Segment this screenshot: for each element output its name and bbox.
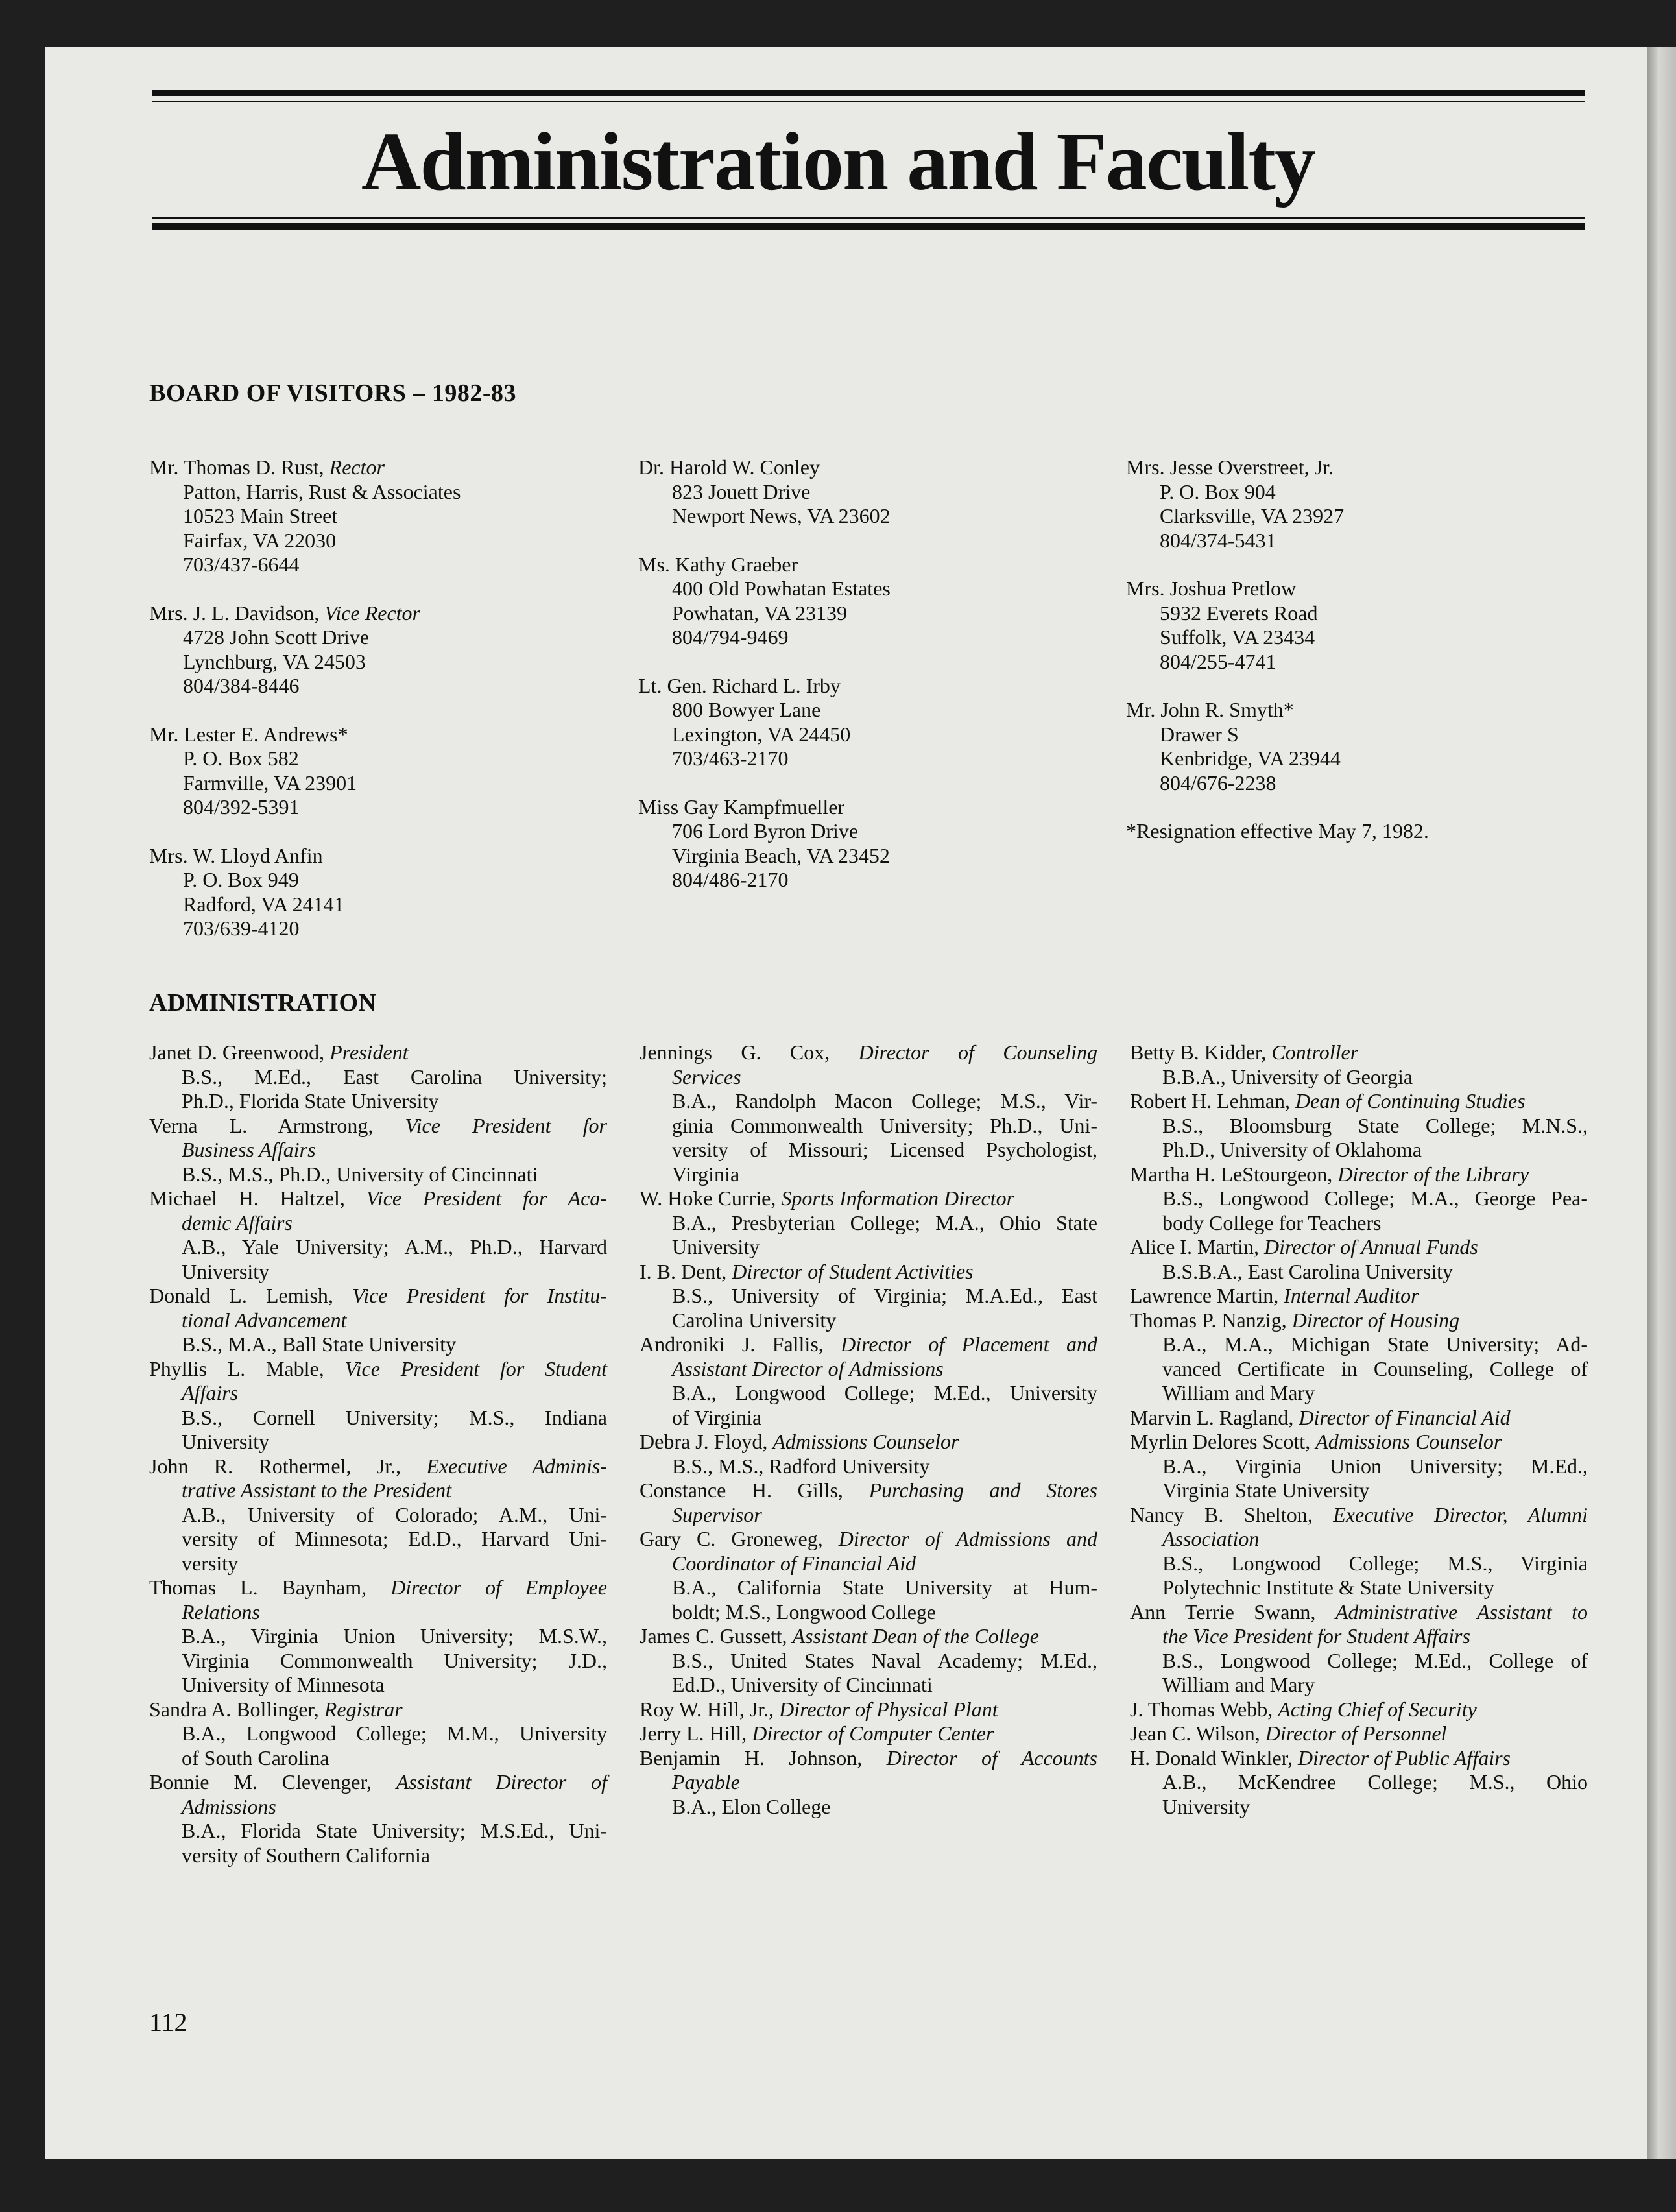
staff-degrees: vanced Certificate in Counseling, College of	[1162, 1356, 1588, 1380]
staff-entry	[149, 1186, 607, 1284]
staff-name-line	[640, 1260, 1097, 1284]
staff-title-continued: Relations	[182, 1600, 260, 1624]
staff-name-line	[1130, 1284, 1588, 1308]
staff-degrees: A.B., University of Colorado; A.M., Uni-	[182, 1502, 607, 1526]
staff-name: Betty B. Kidder,	[1130, 1040, 1272, 1064]
staff-degrees: Ph.D., Florida State University	[182, 1089, 439, 1112]
staff-name: Martha H. LeStourgeon,	[1130, 1162, 1338, 1186]
staff-title: President	[329, 1040, 409, 1064]
staff-degrees: versity of Minnesota; Ed.D., Harvard Uni-	[182, 1527, 607, 1550]
staff-name: Jennings G. Cox,	[640, 1040, 859, 1064]
staff-title: Director of Annual Funds	[1264, 1235, 1478, 1258]
member-name: Dr. Harold W. Conley	[638, 455, 820, 479]
staff-title: Assistant Director of	[396, 1770, 608, 1794]
resignation-note: *Resignation effective May 7, 1982.	[1126, 819, 1429, 843]
staff-degrees: boldt; M.S., Longwood College	[672, 1600, 937, 1624]
staff-entry	[149, 1698, 607, 1771]
address-line: Patton, Harris, Rust & Associates	[183, 479, 461, 503]
staff-entry	[640, 1527, 1097, 1624]
staff-name-line	[640, 1186, 1097, 1211]
staff-entry	[1130, 1089, 1588, 1162]
address-line: 706 Lord Byron Drive	[672, 819, 859, 843]
staff-name: Androniki J. Fallis,	[640, 1332, 841, 1356]
board-heading: BOARD OF VISITORS – 1982-83	[149, 379, 517, 407]
staff-title-continued: Payable	[672, 1770, 740, 1794]
staff-degrees: B.A., Elon College	[672, 1794, 831, 1818]
staff-entry	[640, 1722, 1097, 1746]
staff-entry	[149, 1114, 607, 1187]
staff-title: Director of Computer Center	[752, 1722, 994, 1745]
address-line: 804/486-2170	[672, 868, 789, 891]
staff-degrees: body College for Teachers	[1162, 1210, 1382, 1234]
staff-title: Executive Adminis-	[426, 1454, 608, 1478]
entry-spacer	[638, 771, 1053, 795]
member-name: Mrs. Joshua Pretlow	[1126, 577, 1297, 600]
board-column-3	[1126, 455, 1541, 844]
staff-degrees: University	[182, 1259, 270, 1283]
address-line: Kenbridge, VA 23944	[1160, 747, 1341, 770]
staff-title-continued: Association	[1162, 1527, 1260, 1550]
member-name: Mr. Lester E. Andrews*	[149, 722, 348, 746]
address-line: 804/392-5391	[183, 795, 300, 819]
staff-entry	[640, 1746, 1097, 1820]
administration-column-1	[149, 1040, 607, 1868]
staff-title: Director of Housing	[1291, 1308, 1460, 1332]
staff-degrees: Virginia State University	[1162, 1478, 1370, 1502]
staff-name-line	[149, 1284, 607, 1308]
staff-entry	[1130, 1600, 1588, 1698]
staff-title: Vice President for Institu-	[352, 1284, 607, 1307]
entry-spacer	[1126, 553, 1541, 577]
staff-name-line	[1130, 1746, 1588, 1771]
staff-entry	[1130, 1746, 1588, 1820]
board-member	[638, 553, 1053, 650]
staff-title: Director of Placement and	[841, 1332, 1098, 1356]
staff-name: Thomas L. Baynham,	[149, 1576, 391, 1599]
top-rule-thick	[152, 90, 1585, 96]
bottom-rule-thick	[152, 223, 1585, 230]
staff-title: Controller	[1271, 1040, 1359, 1064]
staff-name: W. Hoke Currie,	[640, 1186, 782, 1210]
staff-name: Bonnie M. Clevenger,	[149, 1770, 396, 1794]
address-line: 804/384-8446	[183, 674, 300, 697]
staff-name: James C. Gussett,	[640, 1624, 793, 1648]
staff-name: J. Thomas Webb,	[1130, 1697, 1278, 1721]
staff-degrees: B.S., Longwood College; M.S., Virginia	[1162, 1551, 1588, 1575]
staff-degrees: of South Carolina	[182, 1746, 329, 1770]
staff-name: Donald L. Lemish,	[149, 1284, 353, 1307]
board-column-2	[638, 455, 1053, 893]
staff-name-line	[640, 1624, 1097, 1649]
staff-entry	[149, 1284, 607, 1357]
address-line: Clarksville, VA 23927	[1160, 504, 1345, 527]
member-name-line	[638, 553, 1053, 577]
entry-spacer	[638, 529, 1053, 553]
staff-degrees: B.S., University of Virginia; M.A.Ed., East	[672, 1284, 1097, 1307]
member-name-line	[149, 723, 564, 747]
staff-degrees: versity	[182, 1551, 239, 1575]
staff-entry	[1130, 1503, 1588, 1600]
member-name-line	[1126, 577, 1541, 601]
address-line: Farmville, VA 23901	[183, 771, 357, 795]
staff-name: Nancy B. Shelton,	[1130, 1502, 1334, 1526]
staff-name-line	[149, 1357, 607, 1382]
member-name-line	[149, 601, 564, 626]
staff-title: Director of Financial Aid	[1299, 1405, 1511, 1429]
staff-title: Executive Director, Alumni	[1333, 1502, 1588, 1526]
member-name-line	[1126, 698, 1541, 723]
staff-degrees: B.A., California State University at Hum-	[672, 1576, 1097, 1599]
bottom-rule-thin	[152, 217, 1585, 219]
staff-degrees: University of Minnesota	[182, 1673, 385, 1696]
address-line: 4728 John Scott Drive	[183, 625, 370, 649]
administration-column-2	[640, 1040, 1097, 1819]
staff-name-line	[1130, 1308, 1588, 1333]
address-line: 800 Bowyer Lane	[672, 698, 821, 721]
staff-entry	[1130, 1284, 1588, 1308]
staff-entry	[1130, 1722, 1588, 1746]
address-line: Fairfax, VA 22030	[183, 528, 337, 552]
member-role: Rector	[329, 455, 385, 479]
staff-title-continued: Assistant Director of Admissions	[672, 1356, 944, 1380]
staff-degrees: Virginia Commonwealth University; J.D.,	[182, 1648, 607, 1672]
staff-title: Director of Employee	[390, 1576, 608, 1599]
member-name-line	[149, 844, 564, 869]
address-line: 703/437-6644	[183, 553, 300, 576]
staff-name: Michael H. Haltzel,	[149, 1186, 366, 1210]
staff-name-line	[149, 1114, 607, 1138]
staff-title: Administrative Assistant to	[1335, 1600, 1588, 1624]
staff-title: Admissions Counselor	[1315, 1430, 1502, 1453]
board-member	[638, 455, 1053, 529]
staff-degrees: B.A., Longwood College; M.Ed., University	[672, 1381, 1097, 1404]
member-name: Mrs. Jesse Overstreet, Jr.	[1126, 455, 1334, 479]
staff-degrees: ginia Commonwealth University; Ph.D., Uni-	[672, 1113, 1097, 1137]
staff-title: Internal Auditor	[1284, 1284, 1419, 1307]
staff-title: Director of Student Activities	[732, 1259, 974, 1283]
staff-degrees: William and Mary	[1162, 1381, 1315, 1404]
staff-name: Myrlin Delores Scott,	[1130, 1430, 1316, 1453]
address-line: 5932 Everets Road	[1160, 601, 1318, 625]
staff-entry	[1130, 1698, 1588, 1722]
member-name: Mrs. J. L. Davidson,	[149, 601, 325, 625]
staff-degrees: B.A., Longwood College; M.M., University	[182, 1722, 607, 1745]
staff-name-line	[640, 1722, 1097, 1746]
address-line: Radford, VA 24141	[183, 892, 344, 916]
address-line: 823 Jouett Drive	[672, 479, 811, 503]
member-name-line	[149, 455, 564, 480]
staff-degrees: B.A., Virginia Union University; M.Ed.,	[1162, 1454, 1588, 1478]
staff-name-line	[1130, 1722, 1588, 1746]
board-member	[149, 455, 564, 577]
staff-name-line	[1130, 1040, 1588, 1065]
staff-title: Registrar	[324, 1697, 403, 1721]
staff-entry	[640, 1430, 1097, 1478]
staff-entry	[1130, 1235, 1588, 1284]
staff-name-line	[640, 1746, 1097, 1771]
staff-title-continued: Affairs	[182, 1381, 239, 1404]
staff-entry	[149, 1770, 607, 1868]
staff-degrees: of Virginia	[672, 1405, 762, 1429]
staff-name-line	[149, 1186, 607, 1211]
address-line: 703/639-4120	[183, 917, 300, 940]
staff-name-line	[640, 1040, 1097, 1065]
staff-degrees: B.S., Longwood College; M.Ed., College of	[1162, 1648, 1588, 1672]
address-line: 703/463-2170	[672, 747, 789, 770]
staff-degrees: B.S., M.S., Ph.D., University of Cincinnati	[182, 1162, 538, 1186]
staff-title: Director of Personnel	[1265, 1722, 1447, 1745]
staff-degrees: B.A., Randolph Macon College; M.S., Vir-	[672, 1089, 1097, 1112]
staff-degrees: B.S., Longwood College; M.A., George Pea-	[1162, 1186, 1588, 1210]
staff-degrees: Ph.D., University of Oklahoma	[1162, 1138, 1422, 1161]
board-member	[1126, 698, 1541, 795]
staff-name-line	[149, 1576, 607, 1600]
staff-entry	[149, 1454, 607, 1576]
member-name: Mrs. W. Lloyd Anfin	[149, 843, 323, 867]
staff-name: Benjamin H. Johnson,	[640, 1746, 887, 1770]
member-name-line	[638, 674, 1053, 699]
staff-entry	[1130, 1308, 1588, 1406]
staff-title: Assistant Dean of the College	[792, 1624, 1039, 1648]
address-line: Drawer S	[1160, 722, 1239, 746]
staff-degrees: B.S., Cornell University; M.S., Indiana	[182, 1405, 607, 1429]
staff-degrees: versity of Missouri; Licensed Psychologist,	[672, 1138, 1097, 1161]
member-name: Ms. Kathy Graeber	[638, 552, 798, 576]
staff-name: Thomas P. Nanzig,	[1130, 1308, 1292, 1332]
staff-entry	[1130, 1406, 1588, 1430]
staff-degrees: versity of Southern California	[182, 1843, 431, 1867]
facing-page-edge	[1647, 47, 1676, 2159]
address-line: Newport News, VA 23602	[672, 504, 891, 527]
staff-title: Acting Chief of Security	[1278, 1697, 1477, 1721]
staff-title: Director of the Library	[1337, 1162, 1529, 1186]
staff-degrees: Carolina University	[672, 1308, 837, 1332]
staff-name-line	[1130, 1406, 1588, 1430]
staff-name: Ann Terrie Swann,	[1130, 1600, 1335, 1624]
address-line: 804/794-9469	[672, 625, 789, 649]
staff-degrees: University	[182, 1430, 270, 1453]
staff-name-line	[149, 1698, 607, 1722]
staff-title: Purchasing and Stores	[868, 1478, 1098, 1502]
address-line: Powhatan, VA 23139	[672, 601, 847, 625]
entry-spacer	[149, 577, 564, 601]
staff-name: John R. Rothermel, Jr.,	[149, 1454, 427, 1478]
board-member	[149, 844, 564, 941]
staff-name-line	[640, 1527, 1097, 1552]
staff-name-line	[1130, 1162, 1588, 1187]
address-line: 804/255-4741	[1160, 649, 1276, 673]
board-member	[149, 723, 564, 820]
member-name: Mr. Thomas D. Rust,	[149, 455, 329, 479]
staff-entry	[640, 1332, 1097, 1430]
member-name-line	[638, 795, 1053, 820]
staff-entry	[1130, 1162, 1588, 1236]
staff-name-line	[1130, 1089, 1588, 1114]
staff-name-line	[1130, 1698, 1588, 1722]
staff-name: Gary C. Groneweg,	[640, 1527, 839, 1550]
staff-title: Director of Accounts	[886, 1746, 1098, 1770]
address-line: Lynchburg, VA 24503	[183, 649, 366, 673]
address-line: Virginia Beach, VA 23452	[672, 843, 890, 867]
member-name: Lt. Gen. Richard L. Irby	[638, 673, 841, 697]
staff-degrees: B.S., M.A., Ball State University	[182, 1332, 457, 1356]
entry-spacer	[149, 820, 564, 844]
staff-entry	[149, 1040, 607, 1114]
board-member	[638, 795, 1053, 893]
staff-name: Janet D. Greenwood,	[149, 1040, 330, 1064]
staff-entry	[640, 1040, 1097, 1186]
staff-name-line	[1130, 1600, 1588, 1625]
entry-spacer	[1126, 674, 1541, 698]
staff-title-continued: Coordinator of Financial Aid	[672, 1551, 916, 1575]
board-member	[638, 674, 1053, 771]
staff-title: Vice President for	[405, 1113, 608, 1137]
staff-title: Vice President for Aca-	[366, 1186, 608, 1210]
staff-entry	[640, 1186, 1097, 1260]
member-name: Miss Gay Kampfmueller	[638, 795, 845, 819]
staff-title-continued: Admissions	[182, 1794, 276, 1818]
staff-name-line	[640, 1332, 1097, 1357]
staff-degrees: A.B., Yale University; A.M., Ph.D., Harvard	[182, 1235, 607, 1258]
staff-name: Alice I. Martin,	[1130, 1235, 1265, 1258]
administration-heading: ADMINISTRATION	[149, 989, 377, 1016]
member-role: Vice Rector	[324, 601, 420, 625]
address-line: Lexington, VA 24450	[672, 722, 851, 746]
staff-title: Admissions Counselor	[772, 1430, 959, 1453]
staff-name: Marvin L. Ragland,	[1130, 1405, 1299, 1429]
staff-name-line	[149, 1770, 607, 1795]
staff-degrees: B.S.B.A., East Carolina University	[1162, 1259, 1453, 1283]
staff-title: Director of Admissions and	[838, 1527, 1097, 1550]
address-line: 10523 Main Street	[183, 504, 338, 527]
staff-title: Dean of Continuing Studies	[1295, 1089, 1526, 1112]
entry-spacer	[638, 650, 1053, 674]
staff-degrees: B.B.A., University of Georgia	[1162, 1064, 1413, 1088]
entry-spacer	[149, 699, 564, 723]
staff-title: Sports Information Director	[781, 1186, 1015, 1210]
staff-name: I. B. Dent,	[640, 1259, 732, 1283]
staff-degrees: B.S., United States Naval Academy; M.Ed.,	[672, 1648, 1097, 1672]
staff-degrees: B.S., M.Ed., East Carolina University;	[182, 1064, 607, 1088]
staff-degrees: Virginia	[672, 1162, 740, 1186]
board-member	[1126, 577, 1541, 674]
staff-name: Phyllis L. Mable,	[149, 1356, 345, 1380]
administration-column-3	[1130, 1040, 1588, 1819]
staff-degrees: B.A., Florida State University; M.S.Ed., Uni-	[182, 1819, 607, 1842]
page-title: Administration and Faculty	[361, 115, 1315, 208]
staff-title: Director of Public Affairs	[1298, 1746, 1511, 1770]
staff-name: Lawrence Martin,	[1130, 1284, 1284, 1307]
member-name: Mr. John R. Smyth*	[1126, 698, 1294, 721]
staff-degrees: A.B., McKendree College; M.S., Ohio	[1162, 1770, 1588, 1794]
staff-name: Jerry L. Hill,	[640, 1722, 752, 1745]
page-number: 112	[149, 2008, 187, 2037]
staff-title: Director of Counseling	[858, 1040, 1098, 1064]
staff-name: H. Donald Winkler,	[1130, 1746, 1299, 1770]
address-line: P. O. Box 582	[183, 747, 299, 770]
staff-name: Constance H. Gills,	[640, 1478, 869, 1502]
staff-degrees: B.A., Presbyterian College; M.A., Ohio State	[672, 1210, 1097, 1234]
staff-entry	[149, 1357, 607, 1454]
staff-title-continued: Business Affairs	[182, 1138, 316, 1161]
staff-entry	[640, 1478, 1097, 1527]
staff-degrees: University	[1162, 1794, 1251, 1818]
staff-degrees: University	[672, 1235, 760, 1258]
staff-name-line	[1130, 1503, 1588, 1528]
staff-degrees: B.A., M.A., Michigan State University; Ad-	[1162, 1332, 1588, 1356]
staff-entry	[640, 1698, 1097, 1722]
address-line: 804/374-5431	[1160, 528, 1276, 552]
address-line: Suffolk, VA 23434	[1160, 625, 1315, 649]
staff-entry	[640, 1260, 1097, 1333]
staff-degrees: Ed.D., University of Cincinnati	[672, 1673, 933, 1696]
staff-degrees: William and Mary	[1162, 1673, 1315, 1696]
staff-name: Roy W. Hill, Jr.,	[640, 1697, 780, 1721]
staff-entry	[1130, 1430, 1588, 1503]
top-rule-thin	[152, 101, 1585, 102]
staff-name: Verna L. Armstrong,	[149, 1113, 405, 1137]
staff-entry	[1130, 1040, 1588, 1089]
staff-name-line	[149, 1454, 607, 1479]
staff-title-continued: demic Affairs	[182, 1210, 293, 1234]
staff-name-line	[640, 1698, 1097, 1722]
staff-degrees: Polytechnic Institute & State University	[1162, 1576, 1494, 1599]
staff-name-line	[1130, 1235, 1588, 1260]
board-member	[1126, 455, 1541, 553]
staff-title-continued: Services	[672, 1064, 741, 1088]
staff-name: Sandra A. Bollinger,	[149, 1697, 324, 1721]
staff-degrees: B.S., Bloomsburg State College; M.N.S.,	[1162, 1113, 1588, 1137]
staff-title: Vice President for Student	[344, 1356, 607, 1380]
staff-entry	[640, 1624, 1097, 1698]
board-column-1	[149, 455, 564, 941]
staff-title-continued: tional Advancement	[182, 1308, 347, 1332]
staff-name-line	[640, 1430, 1097, 1454]
address-line: 804/676-2238	[1160, 771, 1276, 795]
staff-entry	[149, 1576, 607, 1698]
staff-name: Jean C. Wilson,	[1130, 1722, 1265, 1745]
address-line: P. O. Box 949	[183, 868, 299, 891]
staff-name-line	[640, 1478, 1097, 1503]
staff-degrees: B.A., Virginia Union University; M.S.W.,	[182, 1624, 607, 1648]
address-line: P. O. Box 904	[1160, 479, 1276, 503]
staff-name: Robert H. Lehman,	[1130, 1089, 1296, 1112]
staff-name-line	[1130, 1430, 1588, 1454]
member-name-line	[638, 455, 1053, 480]
staff-title: Director of Physical Plant	[779, 1697, 998, 1721]
staff-name: Debra J. Floyd,	[640, 1430, 773, 1453]
member-name-line	[1126, 455, 1541, 480]
staff-degrees: B.S., M.S., Radford University	[672, 1454, 930, 1478]
staff-name-line	[149, 1040, 607, 1065]
staff-title-continued: the Vice President for Student Affairs	[1162, 1624, 1470, 1648]
staff-title-continued: Supervisor	[672, 1502, 762, 1526]
staff-title-continued: trative Assistant to the President	[182, 1478, 451, 1502]
address-line: 400 Old Powhatan Estates	[672, 577, 891, 600]
board-member	[149, 601, 564, 699]
